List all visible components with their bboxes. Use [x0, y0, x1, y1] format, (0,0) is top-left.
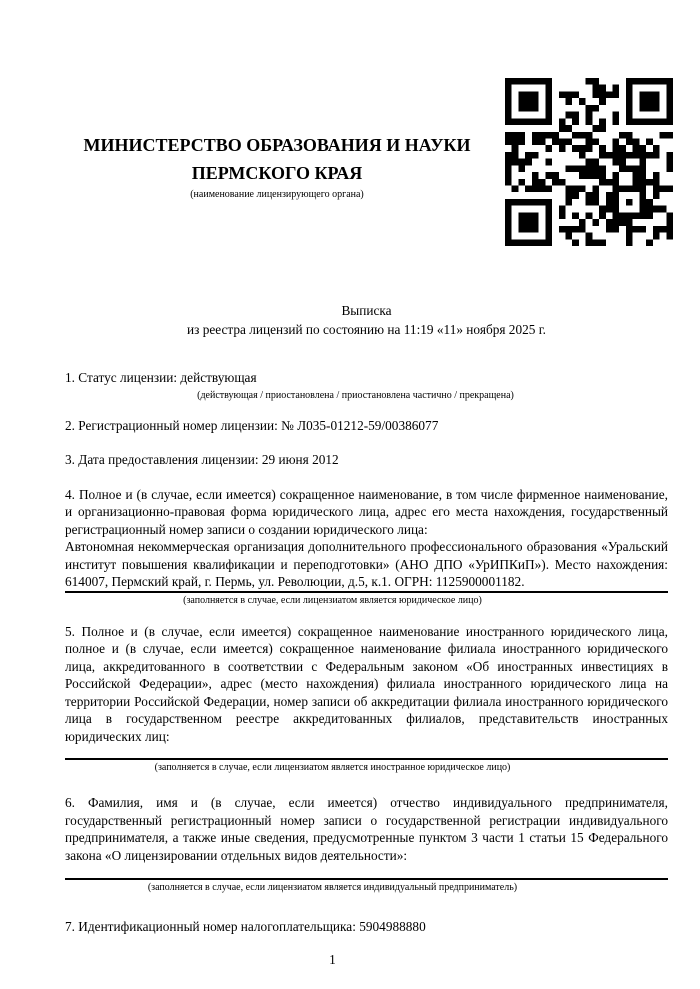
item-5-fill-in-rule [65, 758, 668, 760]
ministry-name: МИНИСТЕРСТВО ОБРАЗОВАНИЯ И НАУКИ ПЕРМСКОГО КРАЯ [83, 135, 471, 183]
item-6-fill-in-rule [65, 878, 668, 880]
item-5-foreign-entity-prompt: 5. Полное и (в случае, если имеется) сокращенное наименование иностранного юридического лица, полное и (в случае, если имеется) сокращенное наименование филиала иностранного юридического лица, аккредитованного в соответствии с Федеральным законом «Об иностранных инвестициях в Российской Федерации», адрес (место нахождения) филиала иностранного юридического лица на территории Российской Федерации, номер записи об аккредитации филиала иностранного юридического лица в государственном реестре аккредитованных филиалов, представительств иностранных юридических лиц: [65, 623, 668, 744]
item-4-fill-in-rule [65, 591, 668, 593]
licensing-authority-header [65, 131, 489, 201]
ministry-name-caption: (наименование лицензирующего органа) [190, 189, 364, 200]
item-4-legal-entity-answer: Автономная некоммерческая организация дополнительного профессионального образования «Уральский институт повышения квалификации и переподготовки» (АНО ДПО «УрИПКиП»). Место нахождения: 614007, Пермский край, г. Пермь, ул. Революции, д.5, к.1. ОГРН: 1125900001182. [65, 539, 668, 589]
item-2-registration-number: 2. Регистрационный номер лицензии: № Л035-01212-59/00386077 [65, 417, 439, 433]
item-4-caption: (заполняется в случае, если лицензиатом является юридическое лицо) [183, 594, 482, 606]
document-title-line1: Выписка [341, 303, 392, 318]
item-5-caption: (заполняется в случае, если лицензиатом является иностранное юридическое лицо) [154, 762, 511, 773]
item-1-license-status: 1. Статус лицензии: действующая [65, 370, 257, 385]
item-4-legal-entity-prompt: 4. Полное и (в случае, если имеется) сокращенное наименование, в том числе фирменное наименование, и организационно-правовая форма юридического лица, адрес его места нахождения, государственный регистрационный номер записи о создании юридического лица: [65, 486, 668, 537]
item-7-taxpayer-id: 7. Идентификационный номер налогоплательщика: 5904988880 [65, 919, 426, 934]
document-title [65, 301, 668, 339]
item-3-license-grant-date: 3. Дата предоставления лицензии: 29 июня 2012 [65, 452, 339, 467]
qr-code-icon [505, 78, 673, 246]
page-number: 1 [329, 951, 336, 967]
qr-code-image [505, 78, 673, 246]
item-6-caption: (заполняется в случае, если лицензиатом является индивидуальный предприниматель) [147, 882, 518, 893]
item-1-caption: (действующая / приостановлена / приостановлена частично / прекращена) [197, 389, 514, 401]
item-6-entrepreneur-prompt: 6. Фамилия, имя и (в случае, если имеется) отчество индивидуального предпринимателя, государственный регистрационный номер записи о государственной регистрации индивидуального предпринимателя, а также иные сведения, предусмотренные пунктом 3 части 1 статьи 15 Федерального закона «О лицензировании отдельных видов деятельности»: [65, 795, 668, 863]
document-title-line2: из реестра лицензий по состоянию на 11:19 «11» ноября 2025 г. [187, 322, 546, 337]
